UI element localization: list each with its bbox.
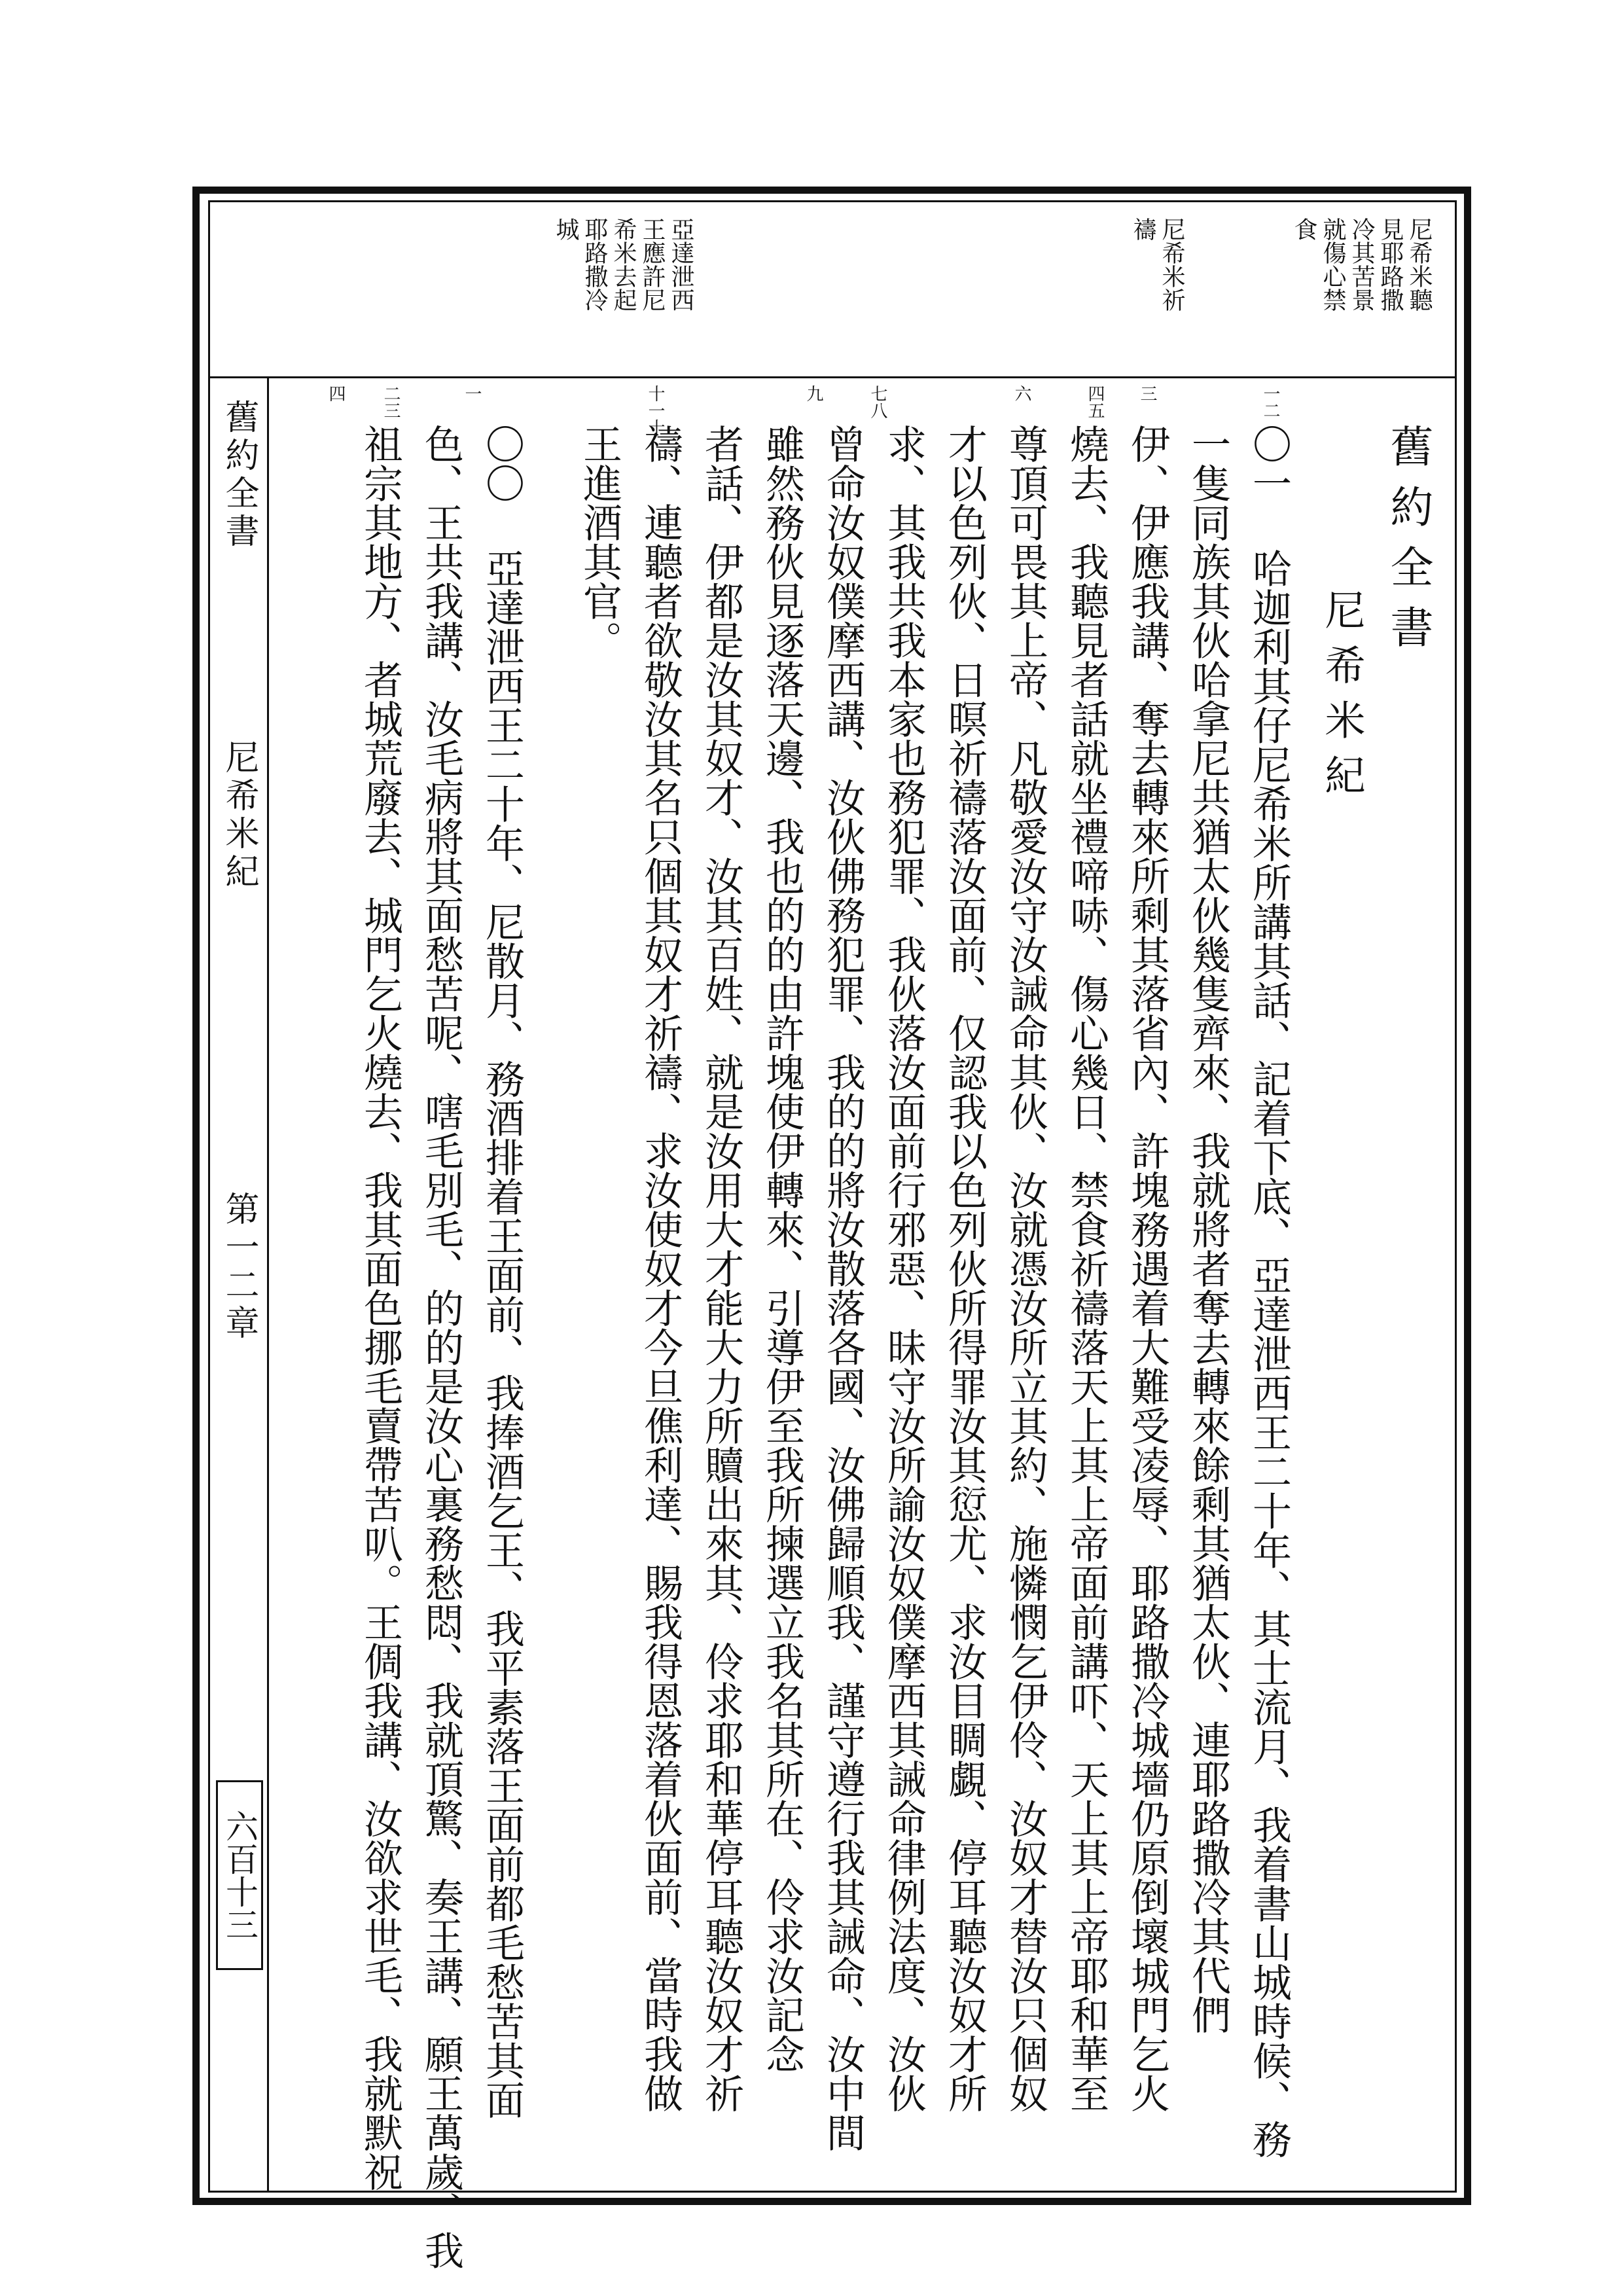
verse-number: 九	[804, 385, 823, 402]
text-column: 一隻同族其伙哈拿尼共猶太伙幾隻齊來、我就將者奪去轉來餘剩其猶太伙、連耶路撒冷其代們	[1185, 424, 1231, 2034]
annotation-line: 就傷心禁	[1319, 217, 1346, 312]
text-column: 〇〇 亞達泄西王二十年、尼散月、務酒排着王面前、我捧酒乞王、我平素落王面前都毛愁苦其面	[479, 424, 525, 2119]
text-column: 曾命汝奴僕摩西講、汝伙佛務犯罪、我的的將汝散落各國、汝佛歸順我、謹守遵行我其誡命、汝中間	[820, 424, 866, 2152]
verse-number: 四	[326, 385, 346, 402]
annotation-line: 耶路撒冷	[581, 217, 608, 312]
book-title: 舊約全書	[1383, 424, 1433, 665]
text-column: 祖宗其地方、者城荒廢去、城門乞火燒去、我其面色挪毛賣帶苦叭。王倜我講、汝欲求世毛、我就默祝	[357, 424, 403, 2191]
verse-number: 三	[1137, 385, 1157, 402]
annotation-line: 王應許尼	[639, 217, 666, 312]
verse-number: 十一十	[645, 385, 665, 436]
running-head-rule	[267, 376, 269, 2193]
annotation-line: 尼希米聽	[1406, 217, 1433, 312]
running-head-book: 舊約全書	[219, 399, 259, 551]
running-head-section: 尼希米紀	[219, 740, 259, 891]
text-column: 才以色列伙、日暝祈禱落汝面前、仅認我以色列伙所得罪汝其愆尤、求汝目睭覷、停耳聽汝奴才所	[942, 424, 988, 2113]
running-head-chapter: 第一二章	[219, 1191, 259, 1343]
annotation-line: 亞達泄西	[668, 217, 694, 312]
verse-number: 六	[1012, 385, 1031, 402]
text-column: 〇一 哈迦利其仔尼希米所講其話、記着下底、亞達泄西王二十年、其士流月、我着書山城時候、務	[1246, 424, 1292, 2159]
text-column: 者話、伊都是汝其奴才、汝其百姓、就是汝用大才能大力所贖出來其、伶求耶和華停耳聽汝奴才祈	[698, 424, 744, 2113]
text-column: 求、其我共我本家也務犯罪、我伙落汝面前行邪惡、昧守汝所諭汝奴僕摩西其誡命律例法度、汝伙	[881, 424, 927, 2113]
chapter-title: 尼希米紀	[1318, 589, 1366, 809]
annotation-line: 城	[552, 217, 579, 241]
annotation-line: 尼希米祈	[1158, 217, 1185, 312]
text-column: 色、王共我講、汝毛病將其面愁苦呢、嗐毛別毛、的的是汝心裏務愁悶、我就頂驚、奏王講、願王萬歲、我	[418, 424, 464, 2270]
text-column: 雖然務伙見逐落天邊、我也的的由許塊使伊轉來、引導伊至我所揀選立我名其所在、伶求汝記念	[759, 424, 805, 2073]
verse-number: 七八	[868, 385, 887, 419]
verse-number: 四五	[1085, 385, 1105, 419]
annotation-line: 見耶路撒	[1377, 217, 1404, 312]
annotation-line: 禱	[1130, 217, 1156, 241]
verse-number: 一	[462, 385, 482, 402]
annotation-line: 冷其苦景	[1348, 217, 1375, 312]
annotation-line: 希米去起	[610, 217, 637, 312]
annotation-line: 食	[1291, 217, 1317, 241]
text-column: 禱、連聽者欲敬汝其名只個其奴才祈禱、求汝使奴才今旦僬利達、賜我得恩落着伙面前、當時我做	[637, 424, 683, 2113]
text-column: 伊、伊應我講、奪去轉來所剩其落省內、許塊務遇着大難受凌辱、耶路撒冷城墻仍原倒壞城門乞火	[1124, 424, 1170, 2113]
verse-number: 二三	[381, 385, 401, 419]
text-column: 燒去、我聽見者話就坐禮啼哧、傷心幾日、禁食祈禱落天上其上帝面前講吓、天上其上帝耶和華至	[1063, 424, 1109, 2113]
text-column: 王進酒其官。	[577, 424, 622, 660]
annotation-band-rule	[208, 376, 1457, 378]
page-number: 六百十三	[216, 1780, 263, 1970]
text-column: 尊頂可畏其上帝、凡敬愛汝守汝誡命其伙、汝就憑汝所立其約、施憐憫乞伊伶、汝奴才替汝只個奴	[1003, 424, 1048, 2113]
verse-number: 一二	[1260, 385, 1280, 419]
